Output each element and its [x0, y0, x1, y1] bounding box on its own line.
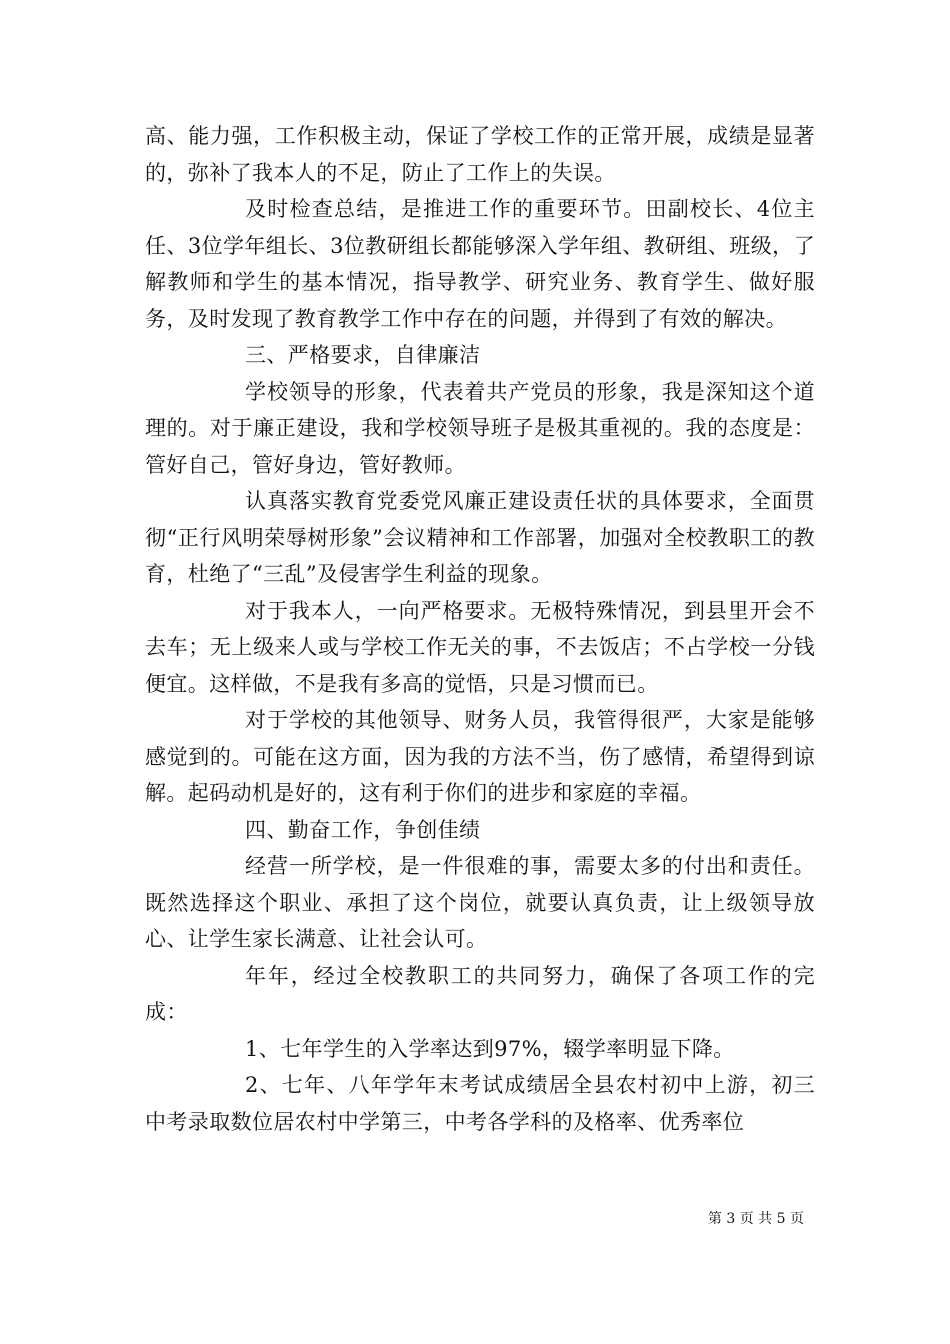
paragraph: 及时检查总结，是推进工作的重要环节。田副校长、4位主任、3位学年组长、3位教研组长都能够深入学年组、教研组、班级，了解教师和学生的基本情况，指导教学、研究业务、教育学生、做好服务，及时发现了教育教学工作中存在的问题，并得到了有效的解决。 — [145, 197, 815, 331]
paragraph: 1、七年学生的入学率达到97%，辍学率明显下降。 — [245, 1036, 735, 1061]
paragraph: 四、勤奋工作，争创佳绩 — [245, 817, 481, 842]
paragraph: 对于我本人，一向严格要求。无极特殊情况，到县里开会不去车；无上级来人或与学校工作无关的事，不去饭店；不占学校一分钱便宜。这样做，不是我有多高的觉悟，只是习惯而已。 — [145, 598, 815, 696]
paragraph: 高、能力强，工作积极主动，保证了学校工作的正常开展，成绩是显著的，弥补了我本人的不足，防止了工作上的失误。 — [145, 124, 815, 185]
paragraph: 对于学校的其他领导、财务人员，我管得很严，大家是能够感觉到的。可能在这方面，因为我的方法不当，伤了感情，希望得到谅解。起码动机是好的，这有利于你们的进步和家庭的幸福。 — [145, 708, 815, 805]
paragraph: 三、严格要求，自律廉洁 — [245, 343, 481, 367]
page-footer: 第 3 页 共 5 页 — [707, 1211, 804, 1227]
document-body — [145, 118, 815, 1140]
paragraph: 认真落实教育党委党风廉正建设责任状的具体要求，全面贯彻“正行风明荣辱树形象”会议精神和工作部署，加强对全校教职工的教育，杜绝了“三乱”及侵害学生利益的现象。 — [145, 489, 815, 586]
paragraph: 2、七年、八年学年末考试成绩居全县农村初中上游，初三中考录取数位居农村中学第三，中考各学科的及格率、优秀率位 — [145, 1073, 815, 1134]
paragraph: 经营一所学校，是一件很难的事，需要太多的付出和责任。既然选择这个职业、承担了这个岗位，就要认真负责，让上级领导放心、让学生家长满意、让社会认可。 — [145, 854, 815, 951]
paragraph: 学校领导的形象，代表着共产党员的形象，我是深知这个道理的。对于廉正建设，我和学校领导班子是极其重视的。我的态度是：管好自己，管好身边，管好教师。 — [145, 379, 815, 477]
paragraph: 年年，经过全校教职工的共同努力，确保了各项工作的完成： — [145, 963, 815, 1024]
